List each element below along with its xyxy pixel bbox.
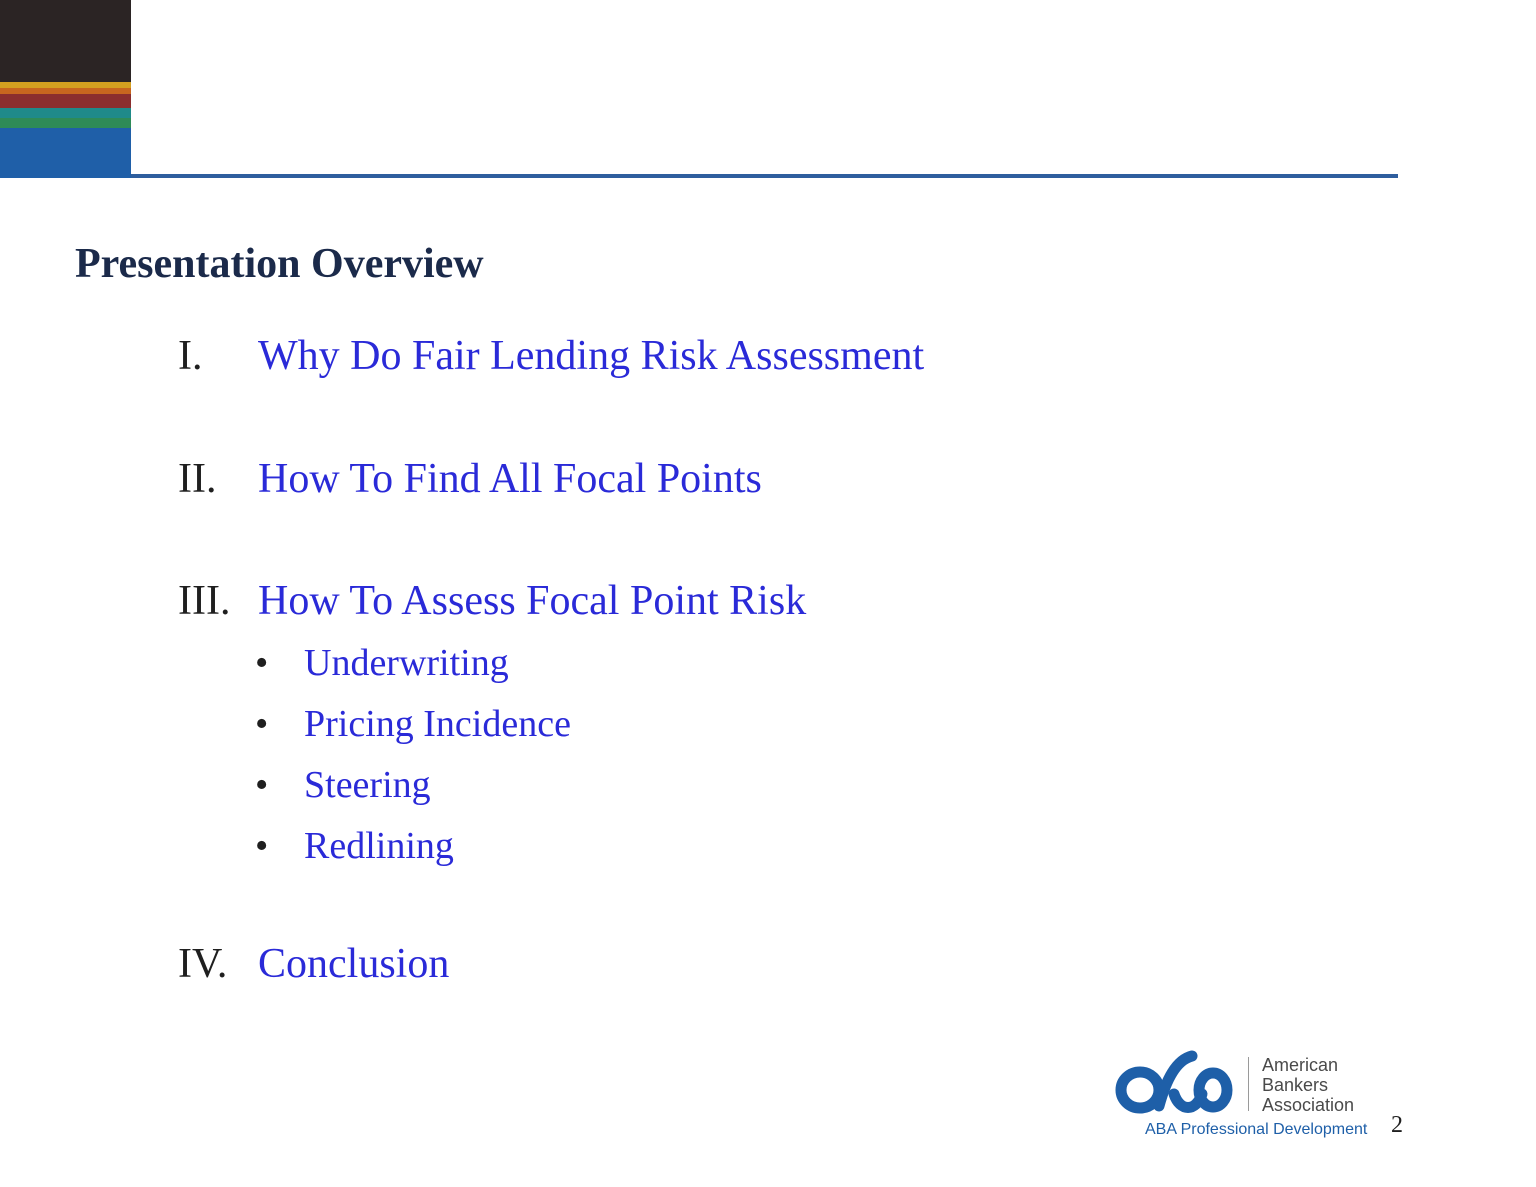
bullet-icon: • <box>255 703 269 745</box>
outline-label: Conclusion <box>258 941 450 987</box>
header-rule <box>131 174 1398 178</box>
outline-numeral: II. <box>178 456 217 502</box>
logo-divider <box>1248 1057 1249 1111</box>
outline-numeral: III. <box>178 578 231 624</box>
outline-numeral: IV. <box>178 941 228 987</box>
outline-numeral: I. <box>178 333 203 379</box>
department-label: ABA Professional Development <box>1145 1121 1368 1138</box>
outline-label: Why Do Fair Lending Risk Assessment <box>258 333 925 379</box>
bullet-icon: • <box>255 825 269 867</box>
org-name-line: Bankers <box>1262 1075 1329 1095</box>
page-number: 2 <box>1391 1112 1403 1138</box>
bullet-icon: • <box>255 642 269 684</box>
org-name-line: American <box>1262 1055 1339 1075</box>
bullet-icon: • <box>255 764 269 806</box>
sub-bullet-label: Underwriting <box>304 642 509 684</box>
slide-title: Presentation Overview <box>75 241 484 287</box>
org-name <box>1262 1055 1354 1115</box>
org-name-line: Association <box>1262 1095 1355 1115</box>
sub-bullet-label: Pricing Incidence <box>304 703 571 745</box>
decorative-corner-stripes <box>0 0 131 178</box>
outline-label: How To Assess Focal Point Risk <box>258 578 807 624</box>
sub-bullet-label: Steering <box>304 764 431 806</box>
outline-label: How To Find All Focal Points <box>258 456 762 502</box>
sub-bullet-label: Redlining <box>304 825 454 867</box>
